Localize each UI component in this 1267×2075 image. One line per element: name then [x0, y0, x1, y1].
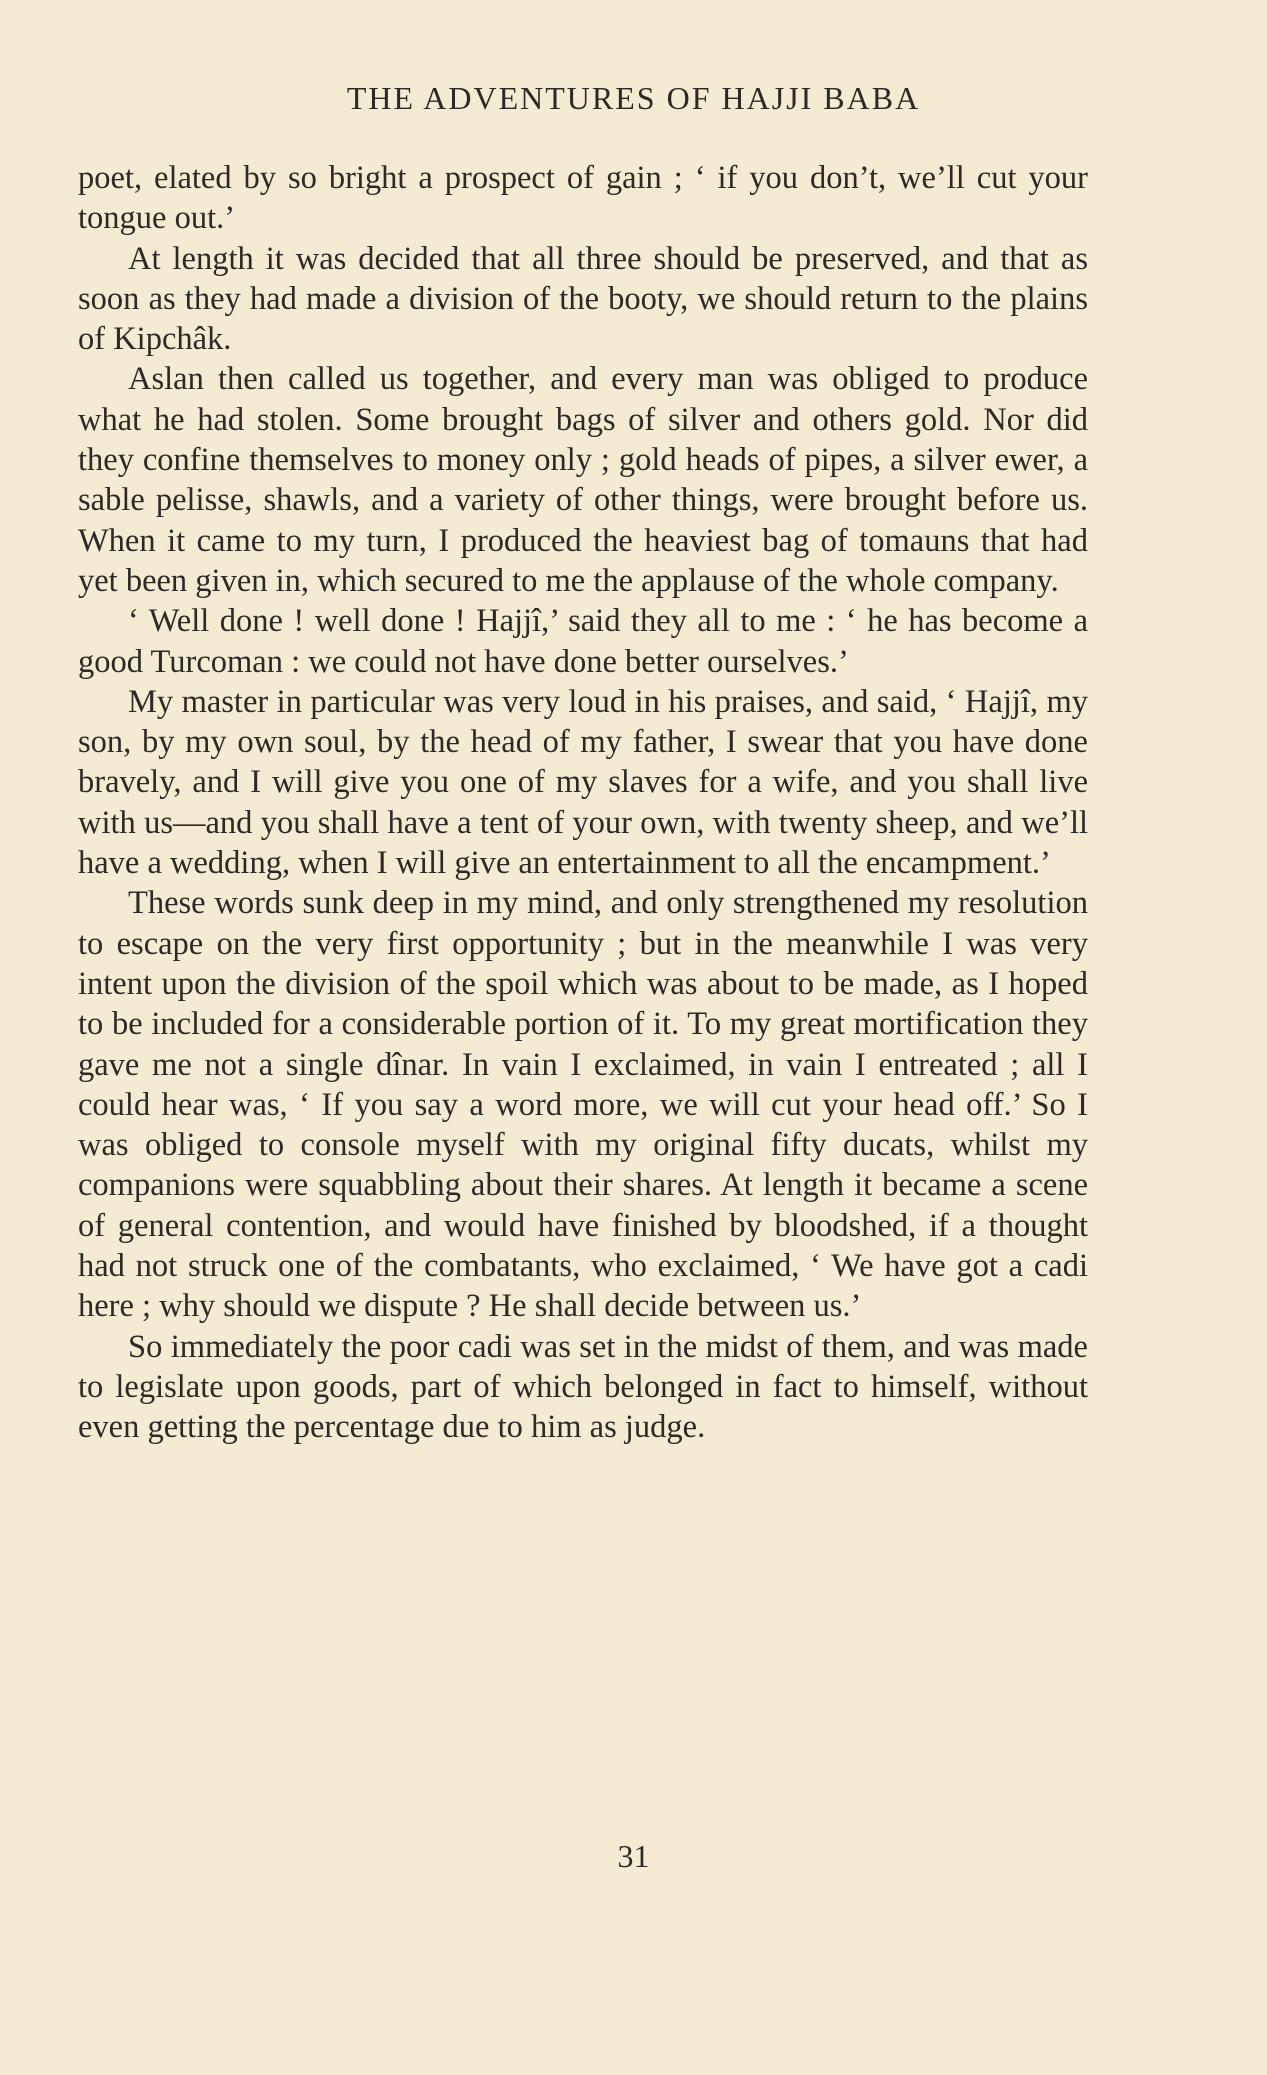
paragraph-5: My master in particular was very loud in his praises, and said, ‘ Hajjî, my son, by my own soul, by the head of my father, I swear that you have done bravely, and I will give you one of my slaves for a wife, and you shall live with us—and you shall have a tent of your own, with twenty sheep, and we’ll have a wedding, when I will give an entertainment to all the encampment.’ — [78, 683, 1088, 882]
paragraph-1: poet, elated by so bright a prospect of gain ; ‘ if you don’t, we’ll cut your tongue out.’ — [78, 160, 1088, 237]
paragraph-7: So immediately the poor cadi was set in the midst of them, and was made to legislate upon goods, part of which belonged in fact to himself, without even getting the percentage due to him as judge. — [78, 1328, 1088, 1446]
running-header: THE ADVENTURES OF HAJJI BABA — [346, 80, 921, 116]
paragraph-2: At length it was decided that all three should be preserved, and that as soon as they had made a division of the booty, we should return to the plains of Kipchâk. — [78, 240, 1088, 358]
paragraph-3: Aslan then called us together, and every man was obliged to produce what he had stolen. Some brought bags of silver and others gold. Nor did they confine themselves to money only ; gold heads of pipes, a silver ewer, a sable pelisse, shawls, and a variety of other things, were brought before us. When it came to my turn, I produced the heaviest bag of tomauns that had yet been given in, which secured to me the applause of the whole company. — [78, 361, 1088, 599]
page-number: 31 — [617, 1838, 650, 1874]
body-text — [78, 158, 1088, 1448]
paragraph-4: ‘ Well done ! well done ! Hajjî,’ said they all to me : ‘ he has become a good Turcoman : we could not have done better ourselves.’ — [78, 603, 1088, 680]
paragraph-6: These words sunk deep in my mind, and only strengthened my resolution to escape on the very first opportunity ; but in the meanwhile I was very intent upon the division of the spoil which was about to be made, as I hoped to be included for a considerable portion of it. To my great mortification they gave me not a single dînar. In vain I exclaimed, in vain I entreated ; all I could hear was, ‘ If you say a word more, we will cut your head off.’ So I was obliged to console myself with my original fifty ducats, whilst my companions were squabbling about their shares. At length it became a scene of general contention, and would have finished by bloodshed, if a thought had not struck one of the combatants, who exclaimed, ‘ We have got a cadi here ; why should we dispute ? He shall decide between us.’ — [78, 885, 1088, 1325]
